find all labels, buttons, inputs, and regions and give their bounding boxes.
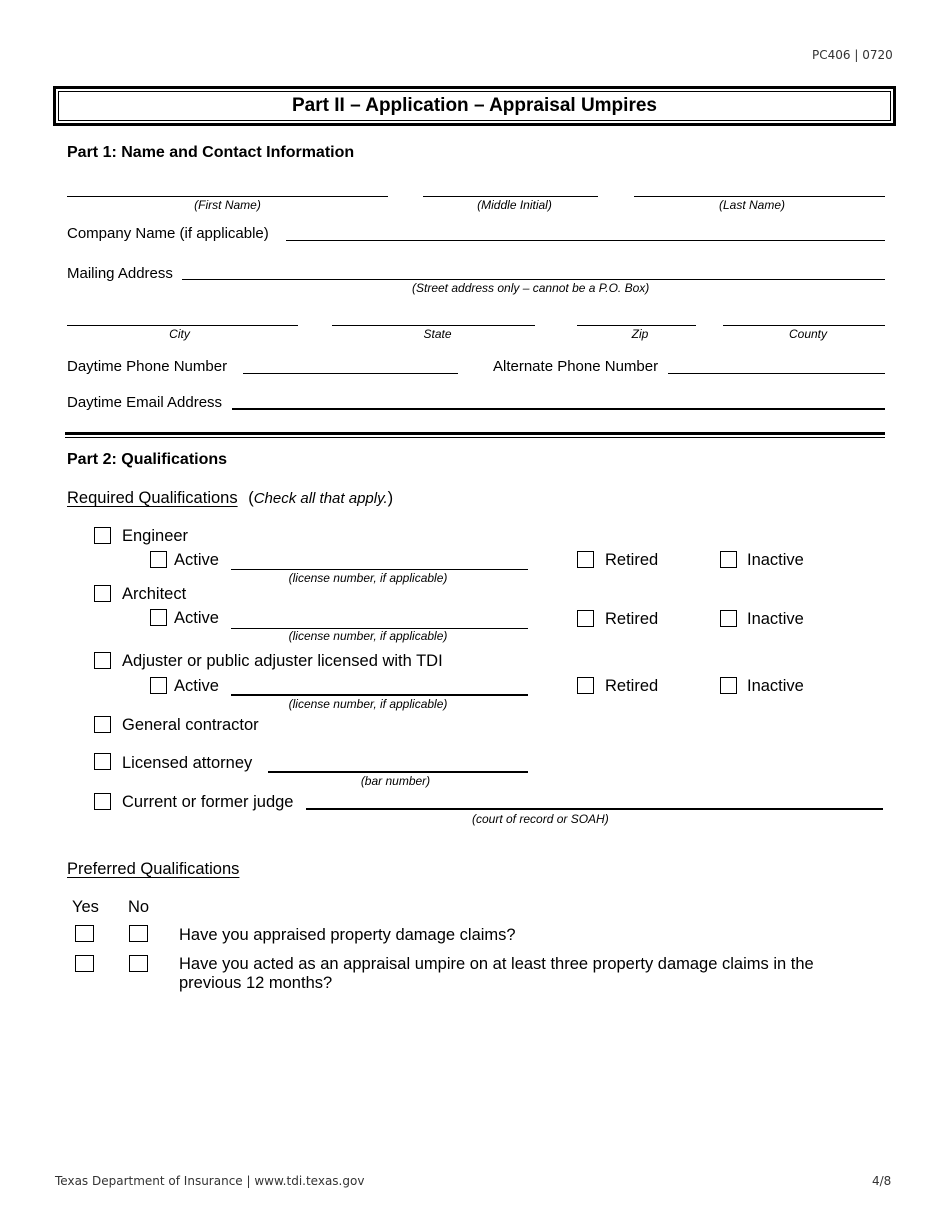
q1-no-checkbox[interactable] — [129, 925, 148, 942]
adjuster-license-hint: (license number, if applicable) — [288, 697, 448, 711]
street-hint: (Street address only – cannot be a P.O. Box) — [412, 281, 650, 295]
yes-header: Yes — [72, 898, 99, 916]
alternate-phone-label: Alternate Phone Number — [493, 358, 659, 375]
adjuster-checkbox[interactable] — [94, 652, 111, 669]
architect-label: Architect — [122, 585, 187, 603]
architect-inactive-label: Inactive — [747, 610, 804, 628]
mailing-address-field[interactable] — [182, 279, 885, 280]
check-all-close: ) — [387, 489, 394, 507]
adjuster-inactive-checkbox[interactable] — [720, 677, 737, 694]
q2-yes-checkbox[interactable] — [75, 955, 94, 972]
section-divider-thin — [65, 437, 885, 438]
licensed-attorney-label: Licensed attorney — [122, 754, 253, 772]
adjuster-label: Adjuster or public adjuster licensed with TDI — [122, 652, 443, 670]
bar-number-hint: (bar number) — [360, 774, 431, 788]
engineer-retired-label: Retired — [605, 551, 659, 569]
general-contractor-label: General contractor — [122, 716, 259, 734]
last-name-field[interactable] — [634, 196, 885, 197]
check-all-text: Check all that apply. — [253, 490, 388, 507]
alternate-phone-field[interactable] — [668, 373, 885, 374]
title-box — [53, 86, 896, 126]
adjuster-retired-checkbox[interactable] — [577, 677, 594, 694]
engineer-label: Engineer — [122, 527, 189, 545]
licensed-attorney-checkbox[interactable] — [94, 753, 111, 770]
adjuster-inactive-label: Inactive — [747, 677, 804, 695]
architect-checkbox[interactable] — [94, 585, 111, 602]
section-divider — [65, 432, 885, 435]
daytime-phone-field[interactable] — [243, 373, 458, 374]
footer-agency: Texas Department of Insurance | www.tdi.texas.gov — [55, 1174, 365, 1188]
county-field[interactable] — [723, 325, 885, 326]
question-2-line1: Have you acted as an appraisal umpire on at least three property damage claims in the — [179, 955, 814, 973]
court-field[interactable] — [306, 808, 883, 810]
page-number: 4/8 — [872, 1174, 892, 1188]
engineer-active-label: Active — [174, 551, 219, 569]
city-hint: City — [169, 327, 190, 341]
state-field[interactable] — [332, 325, 535, 326]
q1-yes-checkbox[interactable] — [75, 925, 94, 942]
part1-heading: Part 1: Name and Contact Information — [67, 144, 355, 161]
adjuster-active-checkbox[interactable] — [150, 677, 167, 694]
engineer-retired-checkbox[interactable] — [577, 551, 594, 568]
daytime-phone-label: Daytime Phone Number — [67, 358, 228, 375]
first-name-hint: (First Name) — [194, 198, 261, 212]
architect-license-hint: (license number, if applicable) — [288, 629, 448, 643]
required-label: Required Qualifications — [67, 489, 238, 507]
adjuster-retired-label: Retired — [605, 677, 659, 695]
county-hint: County — [788, 327, 828, 341]
mailing-label: Mailing Address — [67, 265, 173, 282]
required-qualifications-line — [67, 489, 393, 508]
bar-number-field[interactable] — [268, 771, 528, 773]
question-1: Have you appraised property damage claims? — [179, 926, 516, 944]
engineer-inactive-checkbox[interactable] — [720, 551, 737, 568]
part2-heading: Part 2: Qualifications — [67, 451, 228, 468]
architect-active-checkbox[interactable] — [150, 609, 167, 626]
court-hint: (court of record or SOAH) — [472, 812, 609, 826]
engineer-active-checkbox[interactable] — [150, 551, 167, 568]
general-contractor-checkbox[interactable] — [94, 716, 111, 733]
architect-inactive-checkbox[interactable] — [720, 610, 737, 627]
state-hint: State — [423, 327, 452, 341]
engineer-checkbox[interactable] — [94, 527, 111, 544]
page-title: Part II – Application – Appraisal Umpires — [58, 91, 891, 121]
judge-checkbox[interactable] — [94, 793, 111, 810]
zip-hint: Zip — [631, 327, 649, 341]
last-name-hint: (Last Name) — [718, 198, 786, 212]
adjuster-active-label: Active — [174, 677, 219, 695]
first-name-field[interactable] — [67, 196, 388, 197]
middle-initial-hint: (Middle Initial) — [477, 198, 552, 212]
no-header: No — [128, 898, 150, 916]
adjuster-license-field[interactable] — [231, 694, 528, 696]
judge-label: Current or former judge — [122, 793, 294, 811]
zip-field[interactable] — [577, 325, 696, 326]
engineer-license-hint: (license number, if applicable) — [288, 571, 448, 585]
preferred-label: Preferred Qualifications — [67, 860, 240, 878]
city-field[interactable] — [67, 325, 298, 326]
engineer-license-field[interactable] — [231, 569, 528, 570]
architect-active-label: Active — [174, 609, 219, 627]
form-code: PC406 | 0720 — [812, 48, 893, 62]
q2-no-checkbox[interactable] — [129, 955, 148, 972]
middle-initial-field[interactable] — [423, 196, 598, 197]
company-label: Company Name (if applicable) — [67, 225, 269, 242]
engineer-inactive-label: Inactive — [747, 551, 804, 569]
architect-retired-checkbox[interactable] — [577, 610, 594, 627]
company-field[interactable] — [286, 240, 885, 241]
email-field[interactable] — [232, 408, 885, 410]
email-label: Daytime Email Address — [67, 394, 223, 411]
question-2-line2: previous 12 months? — [179, 974, 333, 992]
check-all-open: ( — [248, 489, 254, 507]
architect-retired-label: Retired — [605, 610, 659, 628]
